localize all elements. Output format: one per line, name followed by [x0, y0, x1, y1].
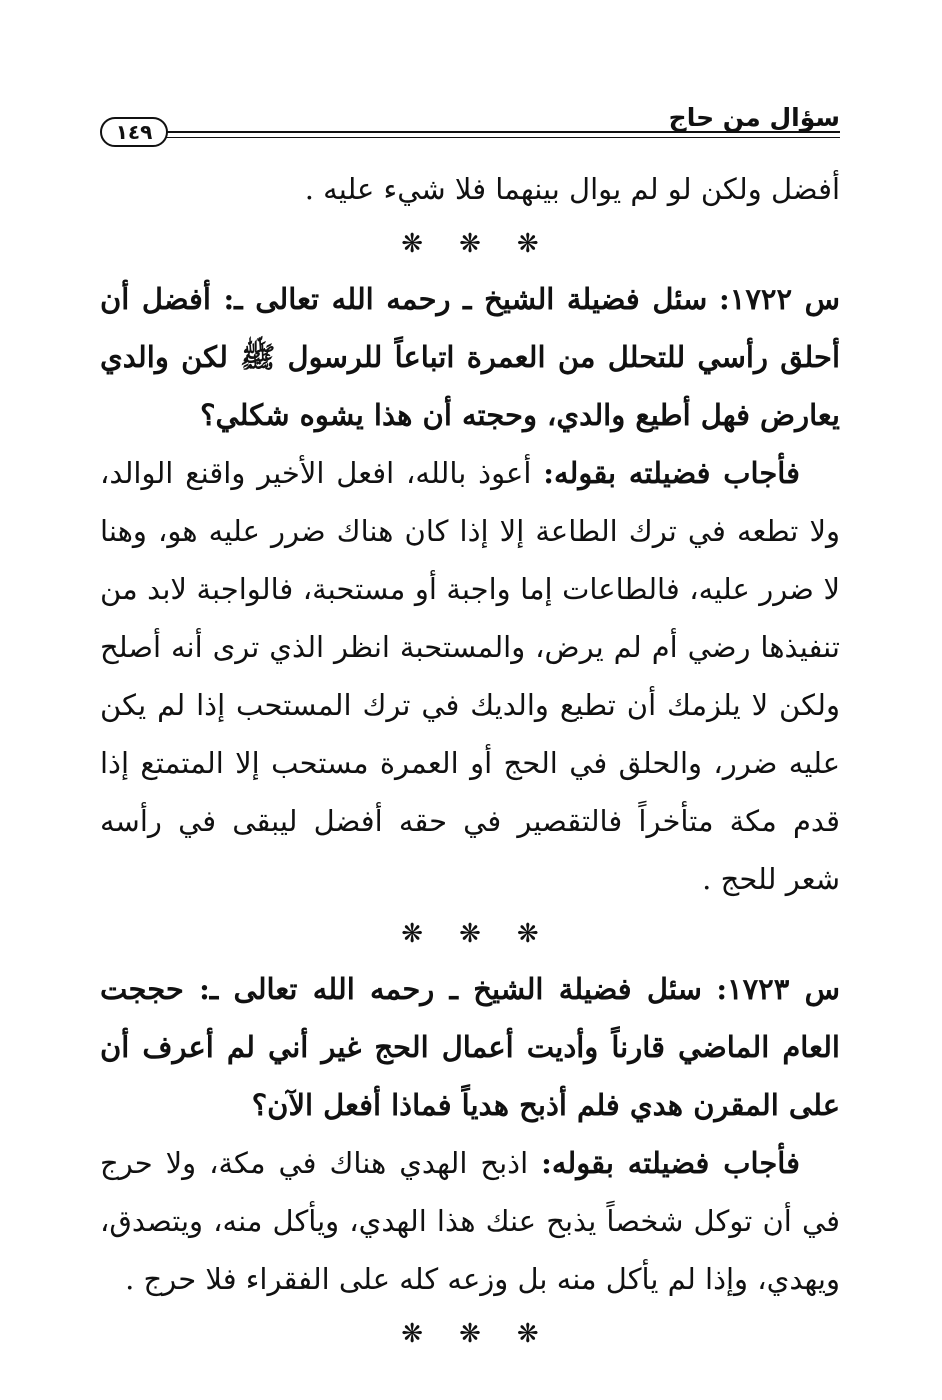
section-separator	[100, 218, 840, 270]
answer-text: اذبح الهدي هناك في مكة، ولا حرج في أن توكل شخصاً يذبح عنك هذا الهدي، ويأكل منه، ويتصدق، ويهدي، وإذا لم يأكل منه بل وزعه كله على الفقراء فلا حرج .	[100, 1146, 840, 1296]
question-1722	[100, 270, 840, 444]
section-separator	[100, 908, 840, 960]
star-ornament-icon: ❋	[401, 1319, 424, 1349]
header-rule-thin	[166, 137, 840, 138]
question-number: س ١٧٢٣:	[716, 972, 840, 1006]
question-1723	[100, 960, 840, 1134]
star-ornament-icon: ❋	[459, 1319, 481, 1349]
page-number: ١٤٩	[100, 117, 168, 147]
question-text: سئل فضيلة الشيخ ـ رحمه الله تعالى ـ: أفضل أن أحلق رأسي للتحلل من العمرة اتباعاً للرسول ﷺ لكن والدي يعارض فهل أطيع والدي، وحجته أن هذا يشوه شكلي؟	[100, 282, 840, 432]
star-ornament-icon: ❋	[459, 919, 481, 949]
star-ornament-icon: ❋	[516, 919, 539, 949]
star-ornament-icon: ❋	[459, 229, 481, 259]
star-ornament-icon: ❋	[401, 229, 424, 259]
answer-intro: فأجاب فضيلته بقوله:	[541, 1146, 801, 1180]
answer-text: أعوذ بالله، افعل الأخير واقنع الوالد، ولا تطعه في ترك الطاعة إلا إذا كان هناك ضرر عليه هو، وهنا لا ضرر عليه، فالطاعات إما واجبة أو مستحبة، فالواجبة لابد من تنفيذها رضي أم لم يرض، والمستحبة انظر الذي ترى أنه أصلح ولكن لا يلزمك أن تطيع والديك في ترك المستحب إذا لم يكن عليه ضرر، والحلق في الحج أو العمرة مستحب إلا المتمتع إذا قدم مكة متأخراً فالتقصير في حقه أفضل ليبقى في رأسه شعر للحج .	[100, 456, 840, 896]
question-number: س ١٧٢٢:	[719, 282, 841, 316]
star-ornament-icon: ❋	[401, 919, 424, 949]
answer-1722	[100, 444, 840, 908]
star-ornament-icon: ❋	[516, 229, 539, 259]
section-separator	[100, 1308, 840, 1360]
answer-1723	[100, 1134, 840, 1308]
page-header	[100, 100, 840, 152]
running-title: سؤال من حاج	[668, 103, 840, 132]
header-rule	[166, 131, 840, 133]
continuation-text: أفضل ولكن لو لم يوال بينهما فلا شيء عليه .	[304, 172, 840, 206]
answer-intro: فأجاب فضيلته بقوله:	[543, 456, 800, 490]
page-content	[100, 160, 840, 1360]
star-ornament-icon: ❋	[516, 1319, 539, 1349]
question-text: سئل فضيلة الشيخ ـ رحمه الله تعالى ـ: حججت العام الماضي قارناً وأديت أعمال الحج غير أني لم أعرف أن على المقرن هدي فلم أذبح هدياً فماذا أفعل الآن؟	[100, 972, 840, 1122]
